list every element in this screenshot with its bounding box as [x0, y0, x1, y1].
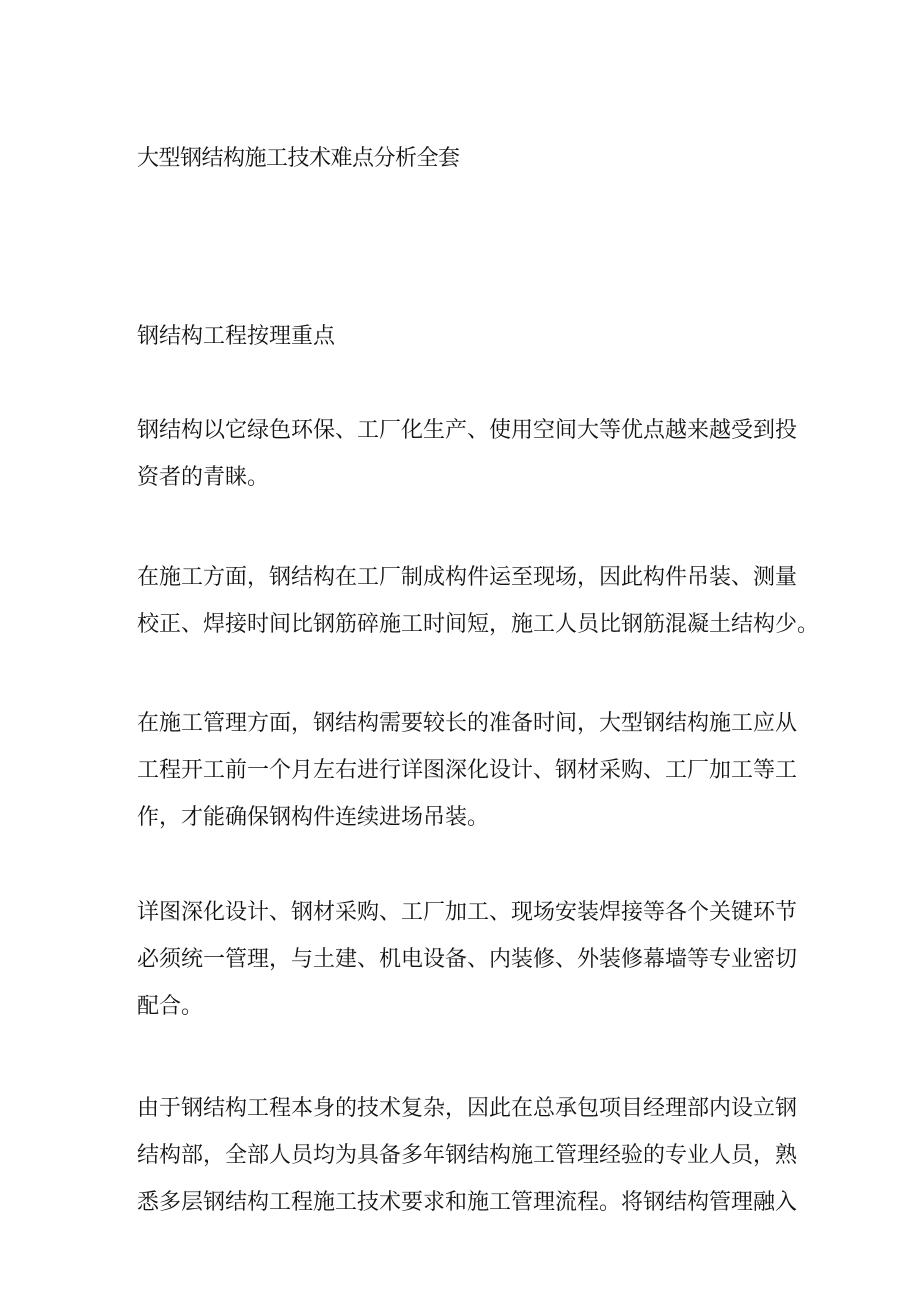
paragraph-line: 在施工管理方面，钢结构需要较长的准备时间，大型钢结构施工应从 — [137, 711, 798, 736]
paragraph — [137, 554, 820, 648]
paragraph-line: 由于钢结构工程本身的技术复杂，因此在总承包项目经理部内设立钢 — [137, 1096, 798, 1121]
section-heading: 钢结构工程按理重点 — [137, 324, 336, 349]
paragraph-line: 必须统一管理，与土建、机电设备、内装修、外装修幕墙等专业密切 — [137, 947, 798, 972]
paragraph-line: 结构部，全部人员均为具备多年钢结构施工管理经验的专业人员，熟 — [137, 1143, 798, 1168]
paragraph — [137, 407, 797, 501]
paragraph-line: 作，才能确保钢构件连续进场吊装。 — [137, 805, 490, 830]
paragraph-line: 资者的青睐。 — [137, 465, 270, 490]
paragraph-line: 工程开工前一个月左右进行详图深化设计、钢材采购、工厂加工等工 — [137, 758, 798, 783]
paragraph — [137, 1085, 797, 1226]
paragraph-line: 配合。 — [137, 994, 204, 1019]
paragraph-line: 校正、焊接时间比钢筋碎施工时间短，施工人员比钢筋混凝土结构少。 — [137, 612, 820, 637]
paragraph-line: 悉多层钢结构工程施工技术要求和施工管理流程。将钢结构管理融入 — [137, 1190, 798, 1215]
paragraph-line: 详图深化设计、钢材采购、工厂加工、现场安装焊接等各个关键环节 — [137, 900, 798, 925]
document-title: 大型钢结构施工技术难点分析全套 — [137, 146, 460, 171]
paragraph-line: 在施工方面，钢结构在工厂制成构件运至现场，因此构件吊装、测量 — [137, 565, 798, 590]
paragraph — [137, 700, 797, 841]
paragraph-line: 钢结构以它绿色环保、工厂化生产、使用空间大等优点越来越受到投 — [137, 418, 798, 443]
paragraph — [137, 889, 797, 1030]
